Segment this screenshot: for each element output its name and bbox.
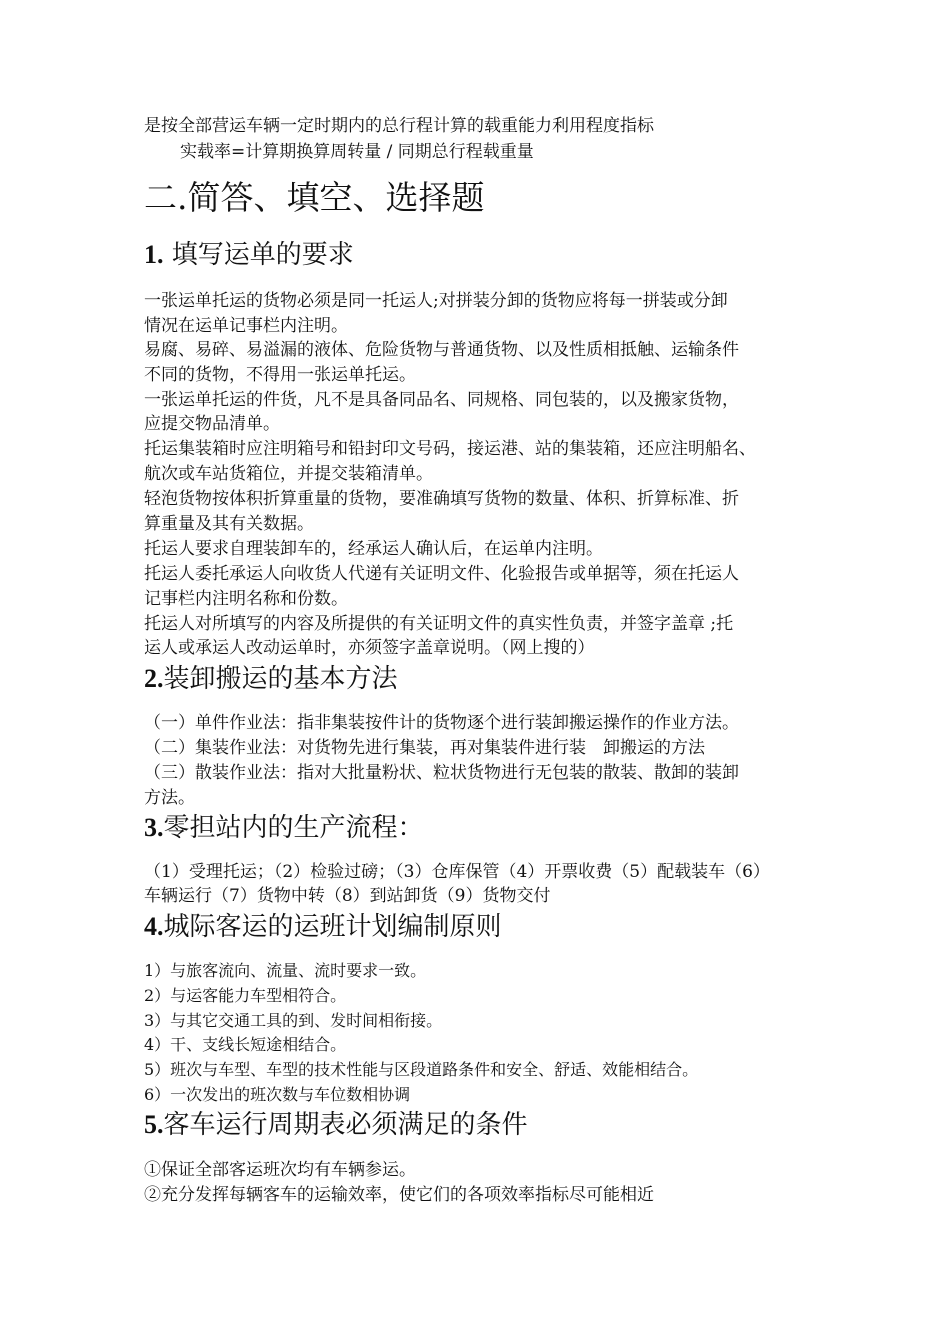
section-title: 填写运单的要求 [163, 240, 354, 270]
paragraph-line: 轻泡货物按体积折算重量的货物，要准确填写货物的数量、体积、折算标准、折 [144, 489, 739, 509]
paragraph-line: 托运人委托承运人向收货人代递有关证明文件、化验报告或单据等，须在托运人 [144, 564, 739, 584]
section-number: 5. [144, 1110, 164, 1139]
section-heading-2 [144, 661, 398, 697]
paragraph-line: 一张运单托运的件货，凡不是具备同品名、同规格、同包装的，以及搬家货物， [144, 390, 739, 410]
section-heading-3 [144, 810, 424, 846]
paragraph-line: 托运集装箱时应注明箱号和铅封印文号码，接运港、站的集装箱，还应注明船名、 [144, 439, 756, 459]
section-title: 装卸搬运的基本方法 [163, 664, 398, 694]
list-item: 6）一次发出的班次数与车位数相协调 [144, 1085, 411, 1104]
list-item: 3）与其它交通工具的到、发时间相衔接。 [144, 1011, 443, 1030]
paragraph-line: （1）受理托运；（2）检验过磅；（3）仓库保管（4）开票收费（5）配载装车（6） [144, 862, 770, 882]
paragraph-line: 托运人对所填写的内容及所提供的有关证明文件的真实性负责，并签字盖章 ;托 [144, 614, 734, 634]
section-number: 3. [144, 813, 164, 842]
list-item: ①保证全部客运班次均有车辆参运。 [144, 1160, 416, 1180]
paragraph-line: 情况在运单记事栏内注明。 [144, 316, 348, 336]
section-number: 2. [144, 664, 164, 693]
list-item: 5）班次与车型、车型的技术性能与区段道路条件和安全、舒适、效能相结合。 [144, 1060, 699, 1079]
intro-line-1: 是按全部营运车辆一定时期内的总行程计算的载重能力利用程度指标 [144, 116, 654, 136]
paragraph-line: 应提交物品清单。 [144, 414, 280, 434]
section-heading-5 [144, 1107, 528, 1143]
paragraph-line: 方法。 [144, 788, 195, 808]
paragraph-line: 航次或车站货箱位，并提交装箱清单。 [144, 464, 433, 484]
section-heading-1 [144, 237, 354, 273]
paragraph-line: （二）集装作业法：对货物先进行集装，再对集装件进行装 卸搬运的方法 [144, 738, 705, 758]
paragraph-line: 算重量及其有关数据。 [144, 514, 314, 534]
paragraph-line: （一）单件作业法：指非集装按件计的货物逐个进行装卸搬运操作的作业方法。 [144, 713, 739, 733]
paragraph-line: 一张运单托运的货物必须是同一托运人;对拼装分卸的货物应将每一拼装或分卸 [144, 291, 728, 311]
paragraph-line: 车辆运行（7）货物中转（8）到站卸货（9）货物交付 [144, 886, 551, 906]
list-item: 1）与旅客流向、流量、流时要求一致。 [144, 961, 427, 980]
paragraph-line: 易腐、易碎、易溢漏的液体、危险货物与普通货物、以及性质相抵触、运输条件 [144, 340, 739, 360]
paragraph-line: 运人或承运人改动运单时，亦须签字盖章说明。（网上搜的） [144, 638, 595, 658]
section-number: 1. [144, 240, 164, 269]
section-heading-4 [144, 909, 502, 945]
main-heading: 二.简答、填空、选择题 [144, 178, 485, 217]
list-item: 4）干、支线长短途相结合。 [144, 1035, 347, 1054]
list-item: ②充分发挥每辆客车的运输效率，使它们的各项效率指标尽可能相近 [144, 1185, 654, 1205]
section-number: 4. [144, 912, 164, 941]
paragraph-line: 托运人要求自理装卸车的，经承运人确认后，在运单内注明。 [144, 539, 603, 559]
list-item: 2）与运客能力车型相符合。 [144, 986, 347, 1005]
paragraph-line: （三）散装作业法：指对大批量粉状、粒状货物进行无包装的散装、散卸的装卸 [144, 763, 739, 783]
section-title: 城际客运的运班计划编制原则 [163, 912, 502, 942]
paragraph-line: 记事栏内注明名称和份数。 [144, 589, 348, 609]
section-title: 客车运行周期表必须满足的条件 [163, 1110, 528, 1140]
intro-formula: 实载率=计算期换算周转量 / 同期总行程载重量 [180, 142, 534, 162]
paragraph-line: 不同的货物，不得用一张运单托运。 [144, 365, 416, 385]
section-title: 零担站内的生产流程： [163, 813, 424, 843]
